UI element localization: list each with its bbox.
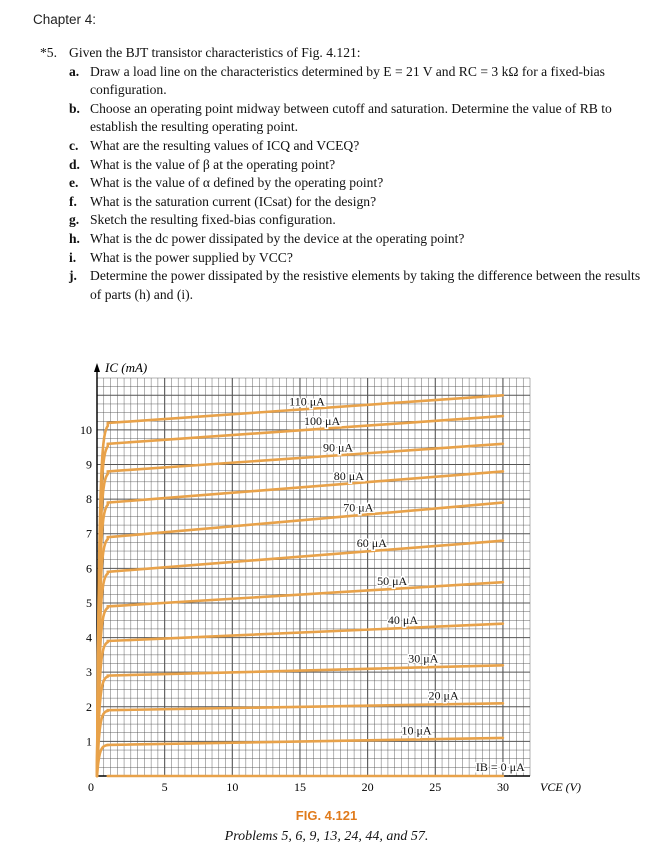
problem-part-text: What are the resulting values of ICQ and VCEQ? [90,137,360,153]
problem-part-label: b. [69,100,80,116]
curve-label: 40 μA [387,612,419,627]
y-tick-label: 8 [86,492,92,507]
x-tick-label: 10 [226,780,239,794]
y-tick-label: 5 [86,595,92,610]
curve-label: 10 μA [401,723,432,738]
problem-part-label: c. [69,137,79,153]
chapter-header: Chapter 4: [33,12,97,27]
problem-part-text: Draw a load line on the characteristics determined by E = 21 V and RC = 3 kΩ for a fixed-bias configuration. [90,63,605,98]
curve-label: 90 μA [322,440,354,455]
x-tick-label: 30 [496,780,509,794]
curve-label: 50 μA [377,573,408,588]
problem-part-text: What is the dc power dissipated by the device at the operating point? [90,230,465,246]
x-tick-label: 15 [293,780,306,794]
y-axis-label: IC (mA) [105,360,148,375]
problem-part-label: g. [69,212,80,228]
problem-part-label: i. [69,249,77,265]
problem-part-text: What is the saturation current (ICsat) for the design? [90,193,377,209]
y-tick-label: 4 [86,630,92,645]
problem-part-text: What is the power supplied by VCC? [90,249,293,265]
curve-label: 80 μA [333,468,364,483]
y-tick-label: 3 [86,665,92,680]
problem-intro: Given the BJT transistor characteristics of Fig. 4.121: [69,45,361,60]
problem-number: *5. [40,45,57,60]
y-tick-label: 9 [86,457,92,472]
y-axis-arrow-icon [94,363,100,372]
problem-part-text: What is the value of β at the operating point? [90,156,336,172]
problem-part-label: a. [69,63,80,79]
problem-part-text: Choose an operating point midway between cutoff and saturation. Determine the value of RB to establish the resulting operating point. [90,100,612,135]
curve-label: 110 μA [289,394,325,409]
figure-title: FIG. 4.121 [295,808,358,823]
problem-part-text: Sketch the resulting fixed-bias configuration. [90,212,336,228]
curve-label: IB = 0 μA [475,760,525,774]
problem-part-label: j. [69,268,77,284]
y-tick-label: 7 [86,526,92,541]
problem-part-label: e. [69,175,79,191]
y-tick-label: 6 [86,561,92,576]
y-tick-label: 2 [86,699,92,714]
x-tick-label: 5 [161,780,168,794]
curve-label: 100 μA [304,414,341,429]
y-tick-label: 1 [86,734,92,749]
x-tick-label: 20 [361,780,374,794]
curve-label: 30 μA [408,651,439,666]
curve-label: 60 μA [356,536,387,551]
problem-part-label: h. [69,230,80,246]
problem-part-label: f. [69,193,77,209]
x-tick-label: 25 [429,780,442,794]
curve-label: 70 μA [343,500,374,515]
problem-part-text: What is the value of α defined by the operating point? [90,175,384,191]
y-tick-label: 10 [80,422,92,437]
problem-part-text: Determine the power dissipated by the resistive elements by taking the difference between the results of parts (h) and (i). [90,268,641,302]
curve-label: 20 μA [428,688,459,703]
figure-caption: Problems 5, 6, 9, 13, 24, 44, and 57. [224,829,429,844]
x-axis-label: VCE (V) [540,780,581,794]
x-tick-label: 0 [88,780,94,794]
problem-part-label: d. [69,156,80,172]
